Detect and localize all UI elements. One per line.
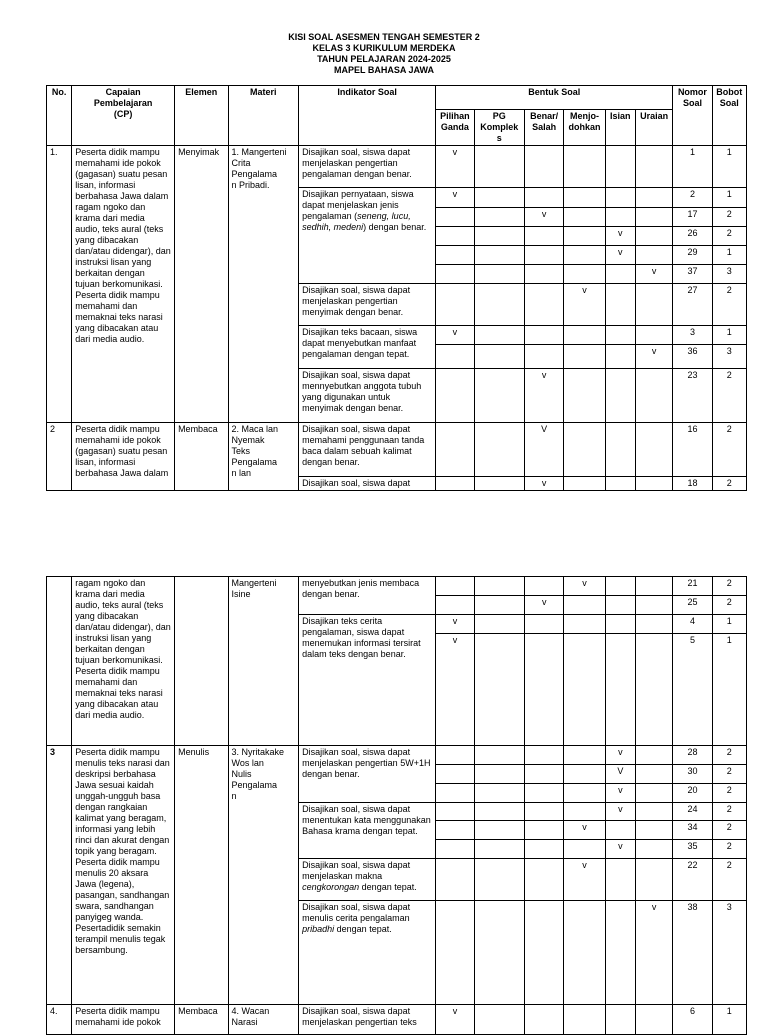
mark-isian (605, 821, 635, 840)
title-line-4: MAPEL BAHASA JAWA (333, 65, 434, 75)
bobot-soal: 3 (712, 901, 746, 1005)
title-line-3: TAHUN PELAJARAN 2024-2025 (317, 54, 451, 64)
row-number (47, 577, 72, 746)
table-row (47, 423, 747, 477)
title-line-1: KISI SOAL ASESMEN TENGAH SEMESTER 2 (288, 32, 480, 42)
mark-pgk (474, 246, 524, 265)
nomor-soal: 29 (673, 246, 712, 265)
cp-cell: Peserta didik mampu memahami ide pokok (gagasan) suatu pesan lisan, informasi berbahasa Jawa dalam (72, 423, 175, 491)
mark-uraian (635, 246, 672, 265)
mark-isian (605, 1005, 635, 1035)
indikator-cell: Disajikan soal, siswa dapat menentukan kata menggunakan Bahasa krama dengan tepat. (299, 803, 436, 859)
mark-pgk (474, 1005, 524, 1035)
mark-bs (525, 803, 564, 821)
nomor-soal: 20 (673, 784, 712, 803)
mark-uraian (635, 423, 672, 477)
cp-cell: Peserta didik mampu memahami ide pokok (gagasan) suatu pesan lisan, informasi berbahasa Jawa dalam ragam ngoko dan krama dari media audio, teks aural (teks yang dibacakan dan/atau didengar), dan instruksi lisan yang berkaitan dengan tujuan berkomunikasi. Peserta didik mampu memahami dan memaknai teks narasi yang dibacakan atau dari media audio. (72, 146, 175, 423)
table-row (47, 146, 747, 188)
mark-bs (525, 326, 564, 345)
mark-pgk (474, 765, 524, 784)
nomor-soal: 27 (673, 284, 712, 326)
elemen-cell: Menulis (175, 746, 228, 1005)
mark-bs (525, 246, 564, 265)
bobot-soal: 3 (712, 265, 746, 284)
mark-uraian (635, 146, 672, 188)
mark-bs (525, 1005, 564, 1035)
mark-isian (605, 577, 635, 596)
header-no: No. (47, 86, 72, 146)
mark-isian (605, 596, 635, 615)
mark-pgk (474, 821, 524, 840)
mark-pgk (474, 188, 524, 208)
mark-uraian: v (635, 265, 672, 284)
table-row (47, 1005, 747, 1035)
bobot-soal: 2 (712, 284, 746, 326)
mark-uraian (635, 840, 672, 859)
mark-bs (525, 577, 564, 596)
mark-isian (605, 188, 635, 208)
mark-uraian (635, 188, 672, 208)
indikator-cell: Disajikan soal, siswa dapat menjelaskan pengertian teks (299, 1005, 436, 1035)
bobot-soal: 1 (712, 1005, 746, 1035)
mark-menjo (564, 345, 605, 369)
mark-pgk (474, 345, 524, 369)
mark-pgk (474, 634, 524, 746)
mark-uraian (635, 1005, 672, 1035)
mark-bs (525, 901, 564, 1005)
mark-pg (436, 227, 474, 246)
mark-bs (525, 859, 564, 901)
mark-pg: v (436, 326, 474, 345)
mark-pgk (474, 859, 524, 901)
mark-pg (436, 821, 474, 840)
nomor-soal: 3 (673, 326, 712, 345)
mark-pgk (474, 803, 524, 821)
bobot-soal: 2 (712, 746, 746, 765)
mark-bs: v (525, 596, 564, 615)
mark-isian: v (605, 840, 635, 859)
kisi-soal-table-page-2 (46, 576, 747, 1035)
bobot-soal: 2 (712, 784, 746, 803)
indikator-cell: Disajikan soal, siswa dapat menjelaskan makna cengkorongan dengan tepat. (299, 859, 436, 901)
indikator-cell: menyebutkan jenis membaca dengan benar. (299, 577, 436, 615)
bobot-soal: 2 (712, 577, 746, 596)
mark-bs (525, 265, 564, 284)
kisi-soal-table-page-1 (46, 85, 747, 491)
mark-uraian (635, 577, 672, 596)
nomor-soal: 24 (673, 803, 712, 821)
cp-cell: ragam ngoko dan krama dari media audio, teks aural (teks yang dibacakan dan/atau didengar), dan instruksi lisan yang berkaitan dengan tujuan berkomunikasi. Peserta didik mampu memahami dan memaknai teks narasi yang dibacakan atau dari media audio. (72, 577, 175, 746)
mark-uraian (635, 746, 672, 765)
nomor-soal: 38 (673, 901, 712, 1005)
mark-menjo (564, 840, 605, 859)
mark-uraian (635, 596, 672, 615)
indikator-cell: Disajikan soal, siswa dapat menulis cerita pengalaman pribadhi dengan tepat. (299, 901, 436, 1005)
indikator-cell: Disajikan soal, siswa dapat menjelaskan pengertian 5W+1H dengan benar. (299, 746, 436, 803)
nomor-soal: 21 (673, 577, 712, 596)
header-uraian: Uraian (635, 110, 672, 146)
materi-cell: 3. Nyritakake Wos lan Nulis Pengalama n (228, 746, 299, 1005)
mark-menjo (564, 188, 605, 208)
mark-pgk (474, 284, 524, 326)
nomor-soal: 30 (673, 765, 712, 784)
mark-bs (525, 146, 564, 188)
mark-pg (436, 369, 474, 423)
mark-isian (605, 208, 635, 227)
header-materi: Materi (228, 86, 299, 146)
mark-pgk (474, 596, 524, 615)
mark-pg (436, 901, 474, 1005)
header-isian: Isian (605, 110, 635, 146)
mark-pg: v (436, 634, 474, 746)
mark-pg (436, 423, 474, 477)
mark-pg (436, 840, 474, 859)
elemen-cell (175, 577, 228, 746)
elemen-cell: Membaca (175, 423, 228, 491)
mark-menjo: v (564, 577, 605, 596)
mark-pgk (474, 227, 524, 246)
mark-menjo (564, 784, 605, 803)
mark-pgk (474, 208, 524, 227)
mark-pgk (474, 746, 524, 765)
nomor-soal: 2 (673, 188, 712, 208)
table-row (47, 746, 747, 765)
mark-uraian (635, 634, 672, 746)
mark-bs (525, 284, 564, 326)
bobot-soal: 2 (712, 369, 746, 423)
mark-bs (525, 345, 564, 369)
mark-isian (605, 146, 635, 188)
bobot-soal: 2 (712, 840, 746, 859)
mark-pg (436, 746, 474, 765)
bobot-soal: 2 (712, 227, 746, 246)
mark-bs (525, 840, 564, 859)
bobot-soal: 1 (712, 146, 746, 188)
bobot-soal: 2 (712, 859, 746, 901)
mark-menjo (564, 477, 605, 491)
mark-menjo (564, 803, 605, 821)
mark-menjo (564, 326, 605, 345)
materi-cell: 1. Mangerteni Crita Pengalama n Pribadi. (228, 146, 299, 423)
mark-isian (605, 901, 635, 1005)
mark-pgk (474, 901, 524, 1005)
elemen-cell: Membaca (175, 1005, 228, 1035)
mark-uraian (635, 227, 672, 246)
mark-pgk (474, 369, 524, 423)
nomor-soal: 28 (673, 746, 712, 765)
bobot-soal: 1 (712, 634, 746, 746)
mark-pgk (474, 840, 524, 859)
mark-menjo: v (564, 859, 605, 901)
mark-menjo (564, 596, 605, 615)
mark-uraian (635, 821, 672, 840)
mark-isian (605, 634, 635, 746)
mark-menjo (564, 369, 605, 423)
header-elemen: Elemen (175, 86, 228, 146)
nomor-soal: 26 (673, 227, 712, 246)
indikator-cell: Disajikan pernyataan, siswa dapat menjelaskan jenis pengalaman (seneng, lucu, sedhih, medeni) dengan benar. (299, 188, 436, 284)
document-title (0, 32, 768, 76)
materi-cell: Mangerteni Isine (228, 577, 299, 746)
mark-uraian (635, 615, 672, 634)
mark-isian (605, 615, 635, 634)
mark-pgk (474, 615, 524, 634)
mark-pg: v (436, 146, 474, 188)
mark-pg (436, 859, 474, 901)
indikator-cell: Disajikan soal, siswa dapat memahami penggunaan tanda baca dalam sebuah kalimat dengan benar. (299, 423, 436, 477)
nomor-soal: 22 (673, 859, 712, 901)
mark-isian (605, 345, 635, 369)
row-number: 4. (47, 1005, 72, 1035)
mark-bs (525, 188, 564, 208)
header-bobot-soal: Bobot Soal (712, 86, 746, 146)
nomor-soal: 25 (673, 596, 712, 615)
mark-bs: v (525, 477, 564, 491)
mark-bs (525, 765, 564, 784)
nomor-soal: 35 (673, 840, 712, 859)
bobot-soal: 2 (712, 765, 746, 784)
mark-menjo (564, 265, 605, 284)
mark-pg (436, 246, 474, 265)
mark-pgk (474, 423, 524, 477)
mark-pg (436, 265, 474, 284)
indikator-cell: Disajikan soal, siswa dapat menjelaskan pengertian menyimak dengan benar. (299, 284, 436, 326)
mark-uraian (635, 326, 672, 345)
nomor-soal: 36 (673, 345, 712, 369)
mark-isian (605, 326, 635, 345)
nomor-soal: 34 (673, 821, 712, 840)
nomor-soal: 37 (673, 265, 712, 284)
mark-bs (525, 615, 564, 634)
mark-bs: v (525, 369, 564, 423)
nomor-soal: 5 (673, 634, 712, 746)
mark-uraian (635, 765, 672, 784)
mark-menjo (564, 246, 605, 265)
indikator-cell: Disajikan teks bacaan, siswa dapat menyebutkan manfaat pengalaman dengan tepat. (299, 326, 436, 369)
bobot-soal: 1 (712, 188, 746, 208)
mark-pgk (474, 784, 524, 803)
mark-pg: v (436, 188, 474, 208)
mark-bs: v (525, 208, 564, 227)
bobot-soal: 2 (712, 821, 746, 840)
bobot-soal: 1 (712, 615, 746, 634)
mark-uraian (635, 859, 672, 901)
header-nomor-soal: Nomor Soal (673, 86, 712, 146)
mark-bs (525, 746, 564, 765)
row-number: 2 (47, 423, 72, 491)
mark-pgk (474, 477, 524, 491)
mark-menjo (564, 1005, 605, 1035)
mark-pg (436, 577, 474, 596)
bobot-soal: 2 (712, 596, 746, 615)
mark-menjo (564, 208, 605, 227)
materi-cell: 4. Wacan Narasi (228, 1005, 299, 1035)
mark-isian: v (605, 784, 635, 803)
mark-menjo: v (564, 284, 605, 326)
nomor-soal: 23 (673, 369, 712, 423)
mark-pg: v (436, 615, 474, 634)
mark-uraian (635, 284, 672, 326)
mark-menjo: v (564, 821, 605, 840)
mark-pg (436, 784, 474, 803)
mark-menjo (564, 146, 605, 188)
indikator-cell: Disajikan soal, siswa dapat mennyebutkan anggota tubuh yang digunakan untuk menyimak dengan benar. (299, 369, 436, 423)
mark-menjo (564, 634, 605, 746)
mark-pgk (474, 326, 524, 345)
table-row (47, 577, 747, 596)
row-number: 3 (47, 746, 72, 1005)
bobot-soal: 2 (712, 803, 746, 821)
mark-menjo (564, 765, 605, 784)
mark-isian: v (605, 746, 635, 765)
header-menjodohkan: Menjo- dohkan (564, 110, 605, 146)
mark-pg (436, 765, 474, 784)
mark-uraian: v (635, 345, 672, 369)
mark-bs (525, 784, 564, 803)
mark-isian: v (605, 246, 635, 265)
mark-pgk (474, 265, 524, 284)
nomor-soal: 18 (673, 477, 712, 491)
mark-pgk (474, 146, 524, 188)
mark-pg: v (436, 1005, 474, 1035)
mark-bs: V (525, 423, 564, 477)
mark-pg (436, 345, 474, 369)
mark-menjo (564, 746, 605, 765)
bobot-soal: 3 (712, 345, 746, 369)
mark-isian: v (605, 227, 635, 246)
header-bentuk-soal: Bentuk Soal (436, 86, 673, 110)
mark-uraian (635, 477, 672, 491)
title-line-2: KELAS 3 KURIKULUM MERDEKA (312, 43, 456, 53)
header-indikator: Indikator Soal (299, 86, 436, 146)
mark-isian (605, 369, 635, 423)
mark-isian (605, 423, 635, 477)
mark-pg (436, 477, 474, 491)
header-cp: Capaian Pembelajaran (CP) (72, 86, 175, 146)
nomor-soal: 16 (673, 423, 712, 477)
mark-pg (436, 284, 474, 326)
header-benar-salah: Benar/ Salah (525, 110, 564, 146)
mark-uraian (635, 369, 672, 423)
header-pg-kompleks: PG Komplek s (474, 110, 524, 146)
mark-isian (605, 265, 635, 284)
header-pilihan-ganda: Pilihan Ganda (436, 110, 474, 146)
nomor-soal: 1 (673, 146, 712, 188)
mark-uraian (635, 208, 672, 227)
mark-isian (605, 284, 635, 326)
bobot-soal: 2 (712, 208, 746, 227)
mark-bs (525, 821, 564, 840)
mark-pg (436, 596, 474, 615)
mark-pgk (474, 577, 524, 596)
cp-cell: Peserta didik mampu memahami ide pokok (72, 1005, 175, 1035)
mark-isian: V (605, 765, 635, 784)
mark-uraian (635, 784, 672, 803)
row-number: 1. (47, 146, 72, 423)
cp-cell: Peserta didik mampu menulis teks narasi dan deskripsi berbahasa Jawa sesuai kaidah unggah-ungguh basa dengan rangkaian kalimat yang beragam, informasi yang lebih rinci dan akurat dengan topik yang beragam. Peserta didik mampu menulis 20 aksara Jawa (legena), pasangan, sandhangan swara, sandhangan panyigeg wanda. Pesertadidik semakin terampil menulis tegak bersambung. (72, 746, 175, 1005)
mark-menjo (564, 615, 605, 634)
materi-cell: 2. Maca lan Nyemak Teks Pengalama n lan (228, 423, 299, 491)
mark-uraian: v (635, 901, 672, 1005)
mark-pg (436, 803, 474, 821)
indikator-cell: Disajikan soal, siswa dapat (299, 477, 436, 491)
mark-isian: v (605, 803, 635, 821)
mark-menjo (564, 901, 605, 1005)
bobot-soal: 2 (712, 477, 746, 491)
bobot-soal: 1 (712, 326, 746, 345)
bobot-soal: 2 (712, 423, 746, 477)
mark-menjo (564, 227, 605, 246)
indikator-cell: Disajikan soal, siswa dapat menjelaskan pengertian pengalaman dengan benar. (299, 146, 436, 188)
elemen-cell: Menyimak (175, 146, 228, 423)
mark-bs (525, 227, 564, 246)
indikator-cell: Disajikan teks cerita pengalaman, siswa dapat menemukan informasi tersirat dalam teks dengan benar. (299, 615, 436, 746)
mark-menjo (564, 423, 605, 477)
mark-pg (436, 208, 474, 227)
page-break (0, 504, 768, 576)
mark-bs (525, 634, 564, 746)
nomor-soal: 4 (673, 615, 712, 634)
bobot-soal: 1 (712, 246, 746, 265)
mark-isian (605, 859, 635, 901)
nomor-soal: 17 (673, 208, 712, 227)
mark-uraian (635, 803, 672, 821)
mark-isian (605, 477, 635, 491)
nomor-soal: 6 (673, 1005, 712, 1035)
